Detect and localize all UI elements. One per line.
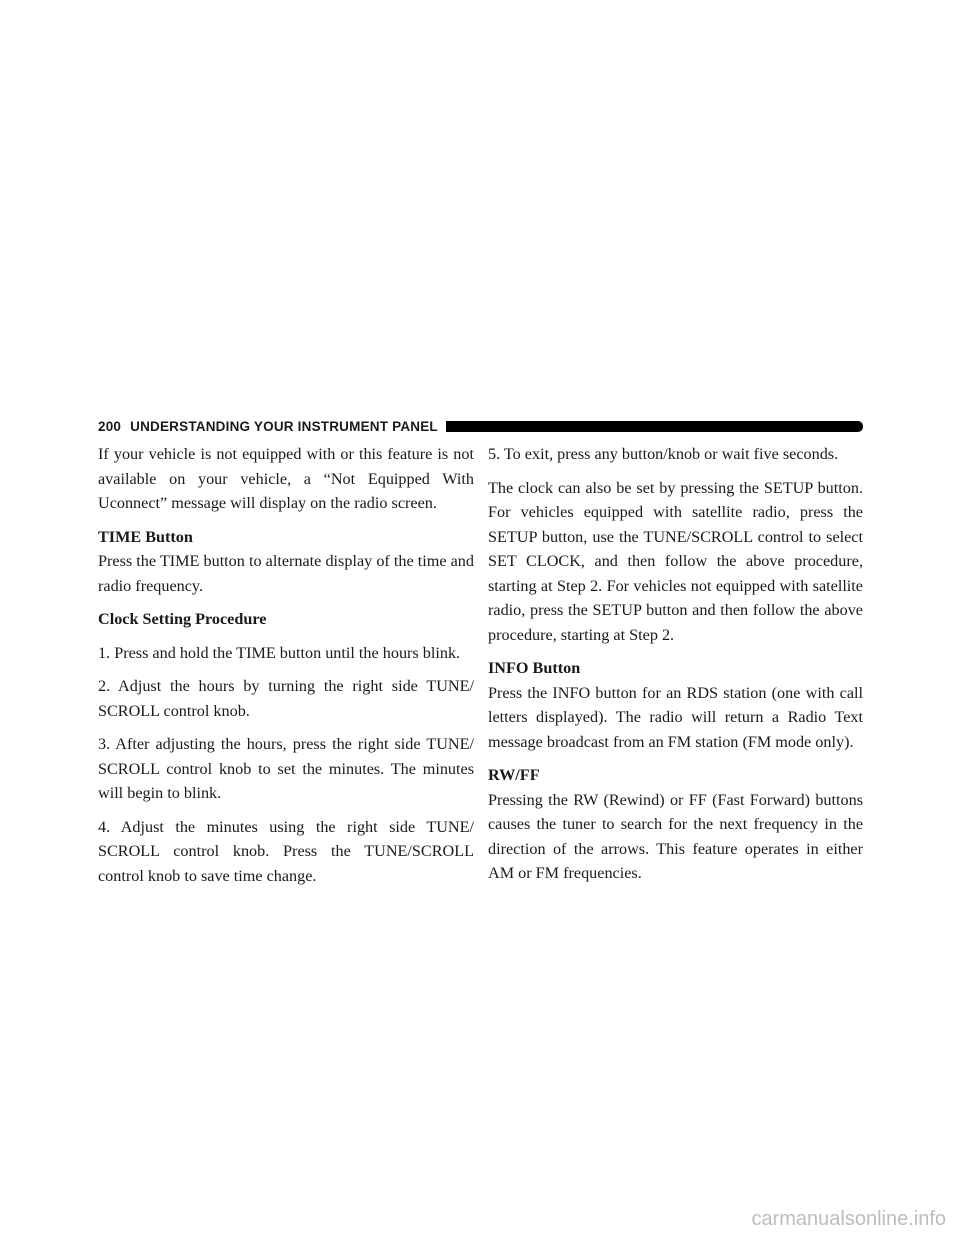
step-2: 2. Adjust the hours by turning the right side TUNE/ SCROLL control knob. [98,677,474,720]
time-button-section [98,525,474,599]
clock-setting-heading-text: Clock Setting Procedure [98,610,267,628]
info-button-section [488,656,863,754]
right-column [488,442,863,895]
left-column [98,442,474,897]
rwff-section [488,763,863,886]
watermark: carmanualsonline.info [751,1208,946,1230]
page-header [98,418,863,434]
header-rule [446,421,863,432]
step-4: 4. Adjust the minutes using the right side TUNE/ SCROLL control knob. Press the TUNE/SCROLL control knob to save time change. [98,817,474,885]
step-1: 1. Press and hold the TIME button until the hours blink. [98,643,461,662]
info-button-heading: INFO Button [488,659,581,677]
section-title: UNDERSTANDING YOUR INSTRUMENT PANEL [130,418,438,434]
info-button-text: Press the INFO button for an RDS station (one with call letters displayed). The radio will return a Radio Text message broadcast from an FM station (FM mode only). [488,683,863,751]
step-5: 5. To exit, press any button/knob or wait five seconds. [488,445,839,463]
setup-paragraph: The clock can also be set by pressing the SETUP button. For vehicles equipped with satellite radio, press the SETUP button, use the TUNE/SCROLL control to select SET CLOCK, and then follow the above procedure, starting at Step 2. For vehicles not equipped with satellite radio, press the SETUP button and then follow the above procedure, starting at Step 2. [488,478,863,644]
rwff-text: Pressing the RW (Rewind) or FF (Fast Forward) buttons causes the tuner to search for the next frequency in the direction of the arrows. This feature operates in either AM or FM frequencies. [488,790,863,882]
page-number: 200 [98,418,122,434]
intro-paragraph: If your vehicle is not equipped with or this feature is not available on your vehicle, a “Not Equipped With Uconnect” message will display on the radio screen. [98,445,474,512]
clock-setting-heading [98,607,474,632]
step-3: 3. After adjusting the hours, press the right side TUNE/ SCROLL control knob to set the minutes. The minutes will begin to blink. [98,735,474,802]
time-button-text: Press the TIME button to alternate display of the time and radio frequency. [98,552,474,595]
time-button-heading: TIME Button [98,527,193,546]
rwff-heading: RW/FF [488,766,540,784]
